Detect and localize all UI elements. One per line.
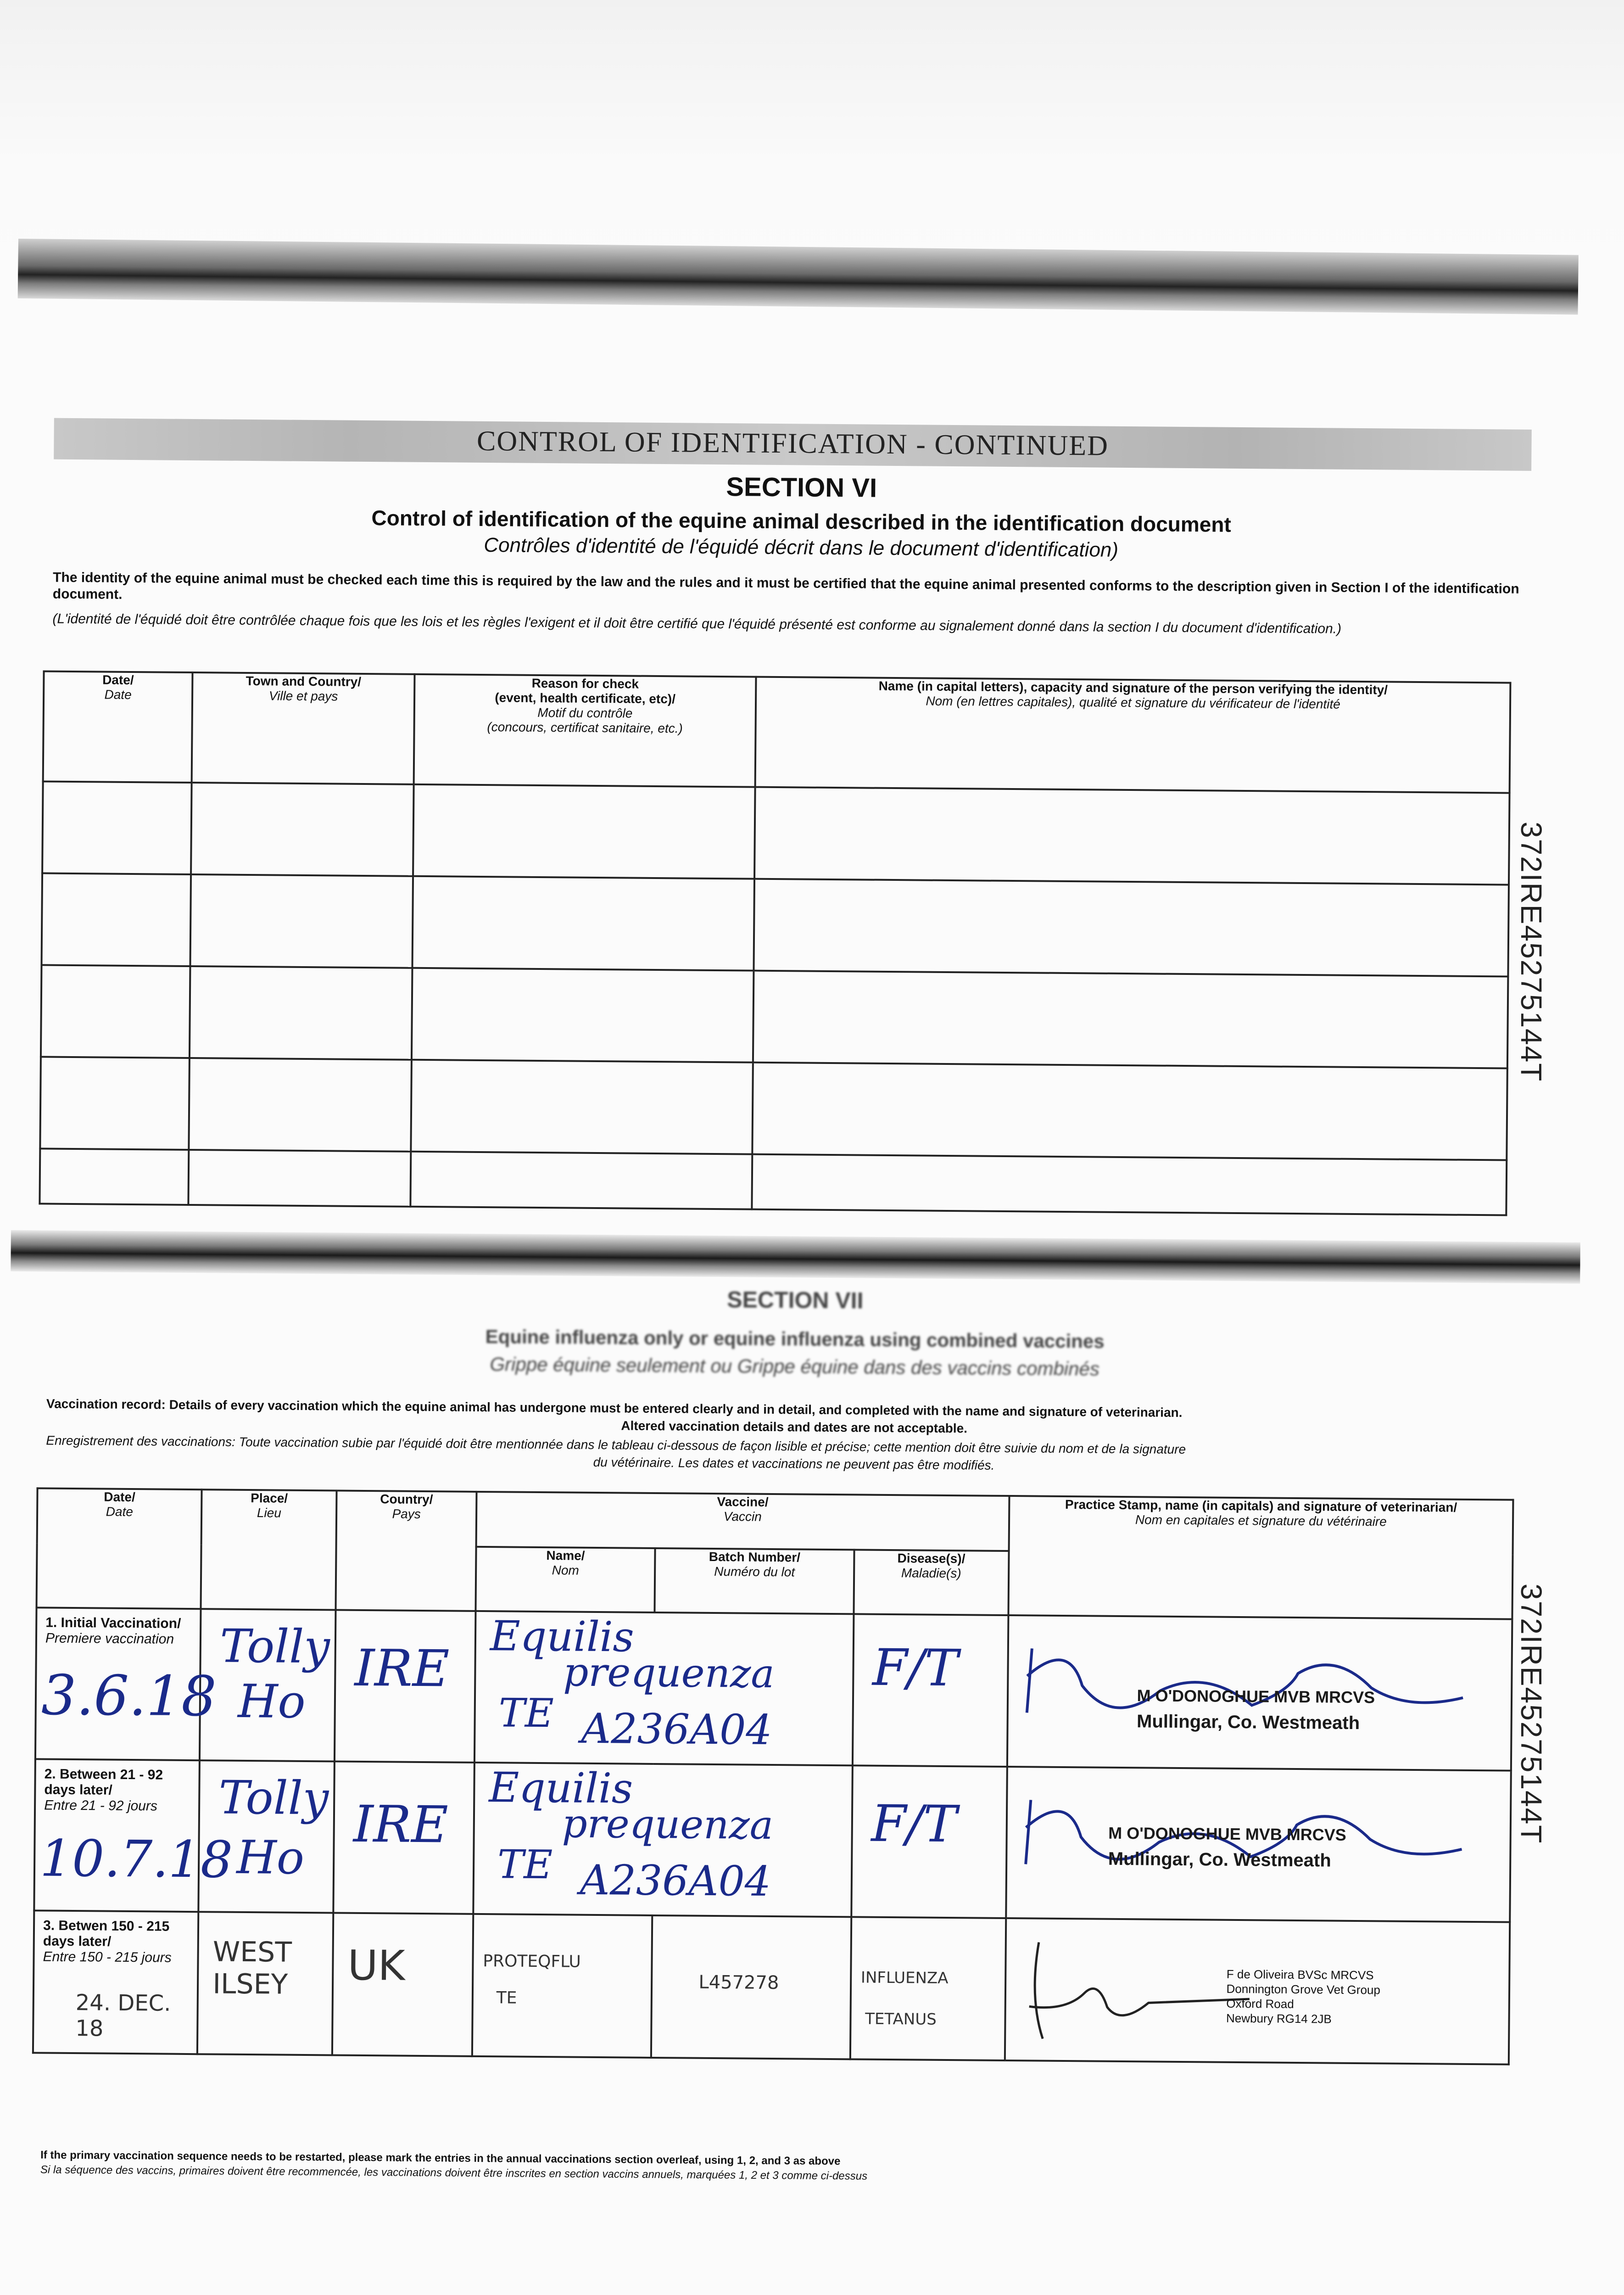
col-verifier: Name (in capital letters), capacity and signature of the person verifying the identity/ Nom (en lettres capitales), qualité et signature du vérificateur de l'identité [755, 677, 1511, 793]
row3-date-cell [33, 1910, 199, 2054]
vaccination-record-fr2: du vétérinaire. Les dates et vaccinations ne peuvent pas être modifiés. [593, 1455, 995, 1472]
row3-vaccine-line1: PROTEQFLU [483, 1952, 581, 1971]
col-reason: Reason for check (event, health certificate, etc)/ Motif du contrôle (concours, certificat sanitaire, etc.) [414, 674, 756, 787]
row2-vaccine-cell [473, 1763, 852, 1917]
row3-vaccine-name-cell [472, 1914, 653, 2058]
row2-place-cell [199, 1760, 335, 1913]
table-row [39, 1148, 1507, 1215]
banner-title: CONTROL OF IDENTIFICATION - CONTINUED [476, 425, 1109, 462]
section-vi-subtitle-fr: Contrôles d'identité de l'équidé décrit dans le document d'identification) [484, 533, 1119, 561]
row1-label: 1. Initial Vaccination/ Premiere vaccination [45, 1615, 181, 1647]
col-date: Date/ Date [37, 1488, 202, 1609]
row2-label: 2. Between 21 - 92 days later/ Entre 21 - 92 jours [44, 1766, 163, 1814]
col-town: Town and Country/ Ville et pays [192, 672, 415, 784]
row3-batch-cell [651, 1915, 851, 2059]
row1-vaccine-cell [474, 1611, 854, 1765]
vaccination-table [32, 1487, 1514, 2065]
row3-vaccine-line2: TE [496, 1988, 517, 2008]
vaccination-record-en2: Altered vaccination details and dates are not acceptable. [621, 1418, 968, 1436]
section-vi-subtitle-en: Control of identification of the equine animal described in the identification document [371, 506, 1231, 537]
side-code-lower: 372IRE45275144T [1515, 1584, 1548, 1844]
footer-note-en: If the primary vaccination sequence needs to be restarted, please mark the entries in the annual vaccinations section overleaf, using 1, 2, and 3 as above [40, 2149, 841, 2168]
section-vi-title: SECTION VI [726, 472, 877, 503]
table-row [40, 1057, 1507, 1160]
col-stamp: Practice Stamp, name (in capitals) and signature of veterinarian/ Nom en capitales et signature du vétérinaire [1008, 1496, 1513, 1619]
row1-place-cell [200, 1609, 336, 1761]
row2-batch: A236A04 [580, 1856, 771, 1906]
row1-disease-cell [853, 1614, 1008, 1767]
col-country: Country/ Pays [336, 1491, 477, 1611]
row3-place-cell [197, 1912, 333, 2055]
row1-vaccine-line1: Equilis [490, 1612, 635, 1662]
row1-batch: A236A04 [580, 1704, 773, 1754]
row3-batch: L457278 [698, 1971, 779, 1994]
row2-country-cell [334, 1762, 474, 1914]
col-vaccine-name: Name/ Nom [475, 1547, 655, 1612]
row1-country: IRE [354, 1638, 450, 1698]
row1-country-cell [335, 1610, 475, 1763]
table-row [42, 781, 1509, 884]
row1-stamp-location: Mullingar, Co. Westmeath [1136, 1711, 1360, 1734]
row2-date-cell [34, 1759, 233, 1912]
row2-place-line2: Ho [236, 1830, 305, 1885]
col-vaccine: Vaccine/ Vaccin [476, 1492, 1009, 1551]
row3-country: UK [347, 1941, 405, 1990]
row2-stamp-location: Mullingar, Co. Westmeath [1108, 1848, 1331, 1871]
section-vii-subtitle-en: Equine influenza only or equine influenza using combined vaccines [485, 1326, 1105, 1352]
row1-vaccine-line2: prequenza [563, 1649, 775, 1697]
table-row [34, 1759, 1511, 1922]
row1-stamp-name: M O'DONOGHUE MVB MRCVS [1137, 1686, 1375, 1707]
section-vii-subtitle-fr: Grippe équine seulement ou Grippe équine dans des vaccins combinés [490, 1353, 1100, 1380]
col-disease: Disease(s)/ Maladie(s) [854, 1550, 1009, 1615]
table-row [41, 965, 1508, 1068]
vaccination-record-en: Vaccination record: Details of every vaccination which the equine animal has undergone must be entered clearly and in detail, and completed with the name and signature of veterinarian. [46, 1396, 1183, 1420]
table-row [35, 1607, 1512, 1770]
row2-vaccine-line3: TE [497, 1842, 553, 1888]
row1-date-cell [35, 1607, 217, 1760]
section-vii-title: SECTION VII [726, 1287, 864, 1314]
table-row [42, 873, 1509, 976]
scan-fold-shadow-mid [11, 1230, 1580, 1284]
vaccination-record-fr: Enregistrement des vaccinations: Toute vaccination subie par l'équidé doit être mentionnée dans le tableau ci-dessous de façon lisible et précise; cette mention doit être suivie du nom et de la signature [46, 1433, 1186, 1457]
row3-disease-line2: TETANUS [865, 2010, 937, 2029]
section-vi-intro-fr: (L'identité de l'équidé doit être contrôlée chaque fois que les lois et les règles l'exigent et il doit être certifié que l'équidé présenté est conforme au signalement donné dans la section I du document d'identification.) [52, 611, 1342, 637]
row1-date: 3.6.18 [41, 1663, 217, 1729]
row3-label: 3. Betwen 150 - 215 days later/ Entre 150 - 215 jours [43, 1918, 172, 1965]
table-row [33, 1910, 1510, 2064]
row2-disease-cell [851, 1765, 1007, 1918]
row2-date: 10.7.18 [39, 1829, 233, 1889]
section-vi-intro-en: The identity of the equine animal must be checked each time this is required by the law and the rules and it must be certified that the equine animal presented conforms to the description given in Section I of the identification document. [52, 570, 1519, 602]
row3-place-line2: ILSEY [212, 1968, 288, 2001]
row3-place-line1: WEST [212, 1936, 292, 1969]
row1-stamp-cell [1007, 1615, 1512, 1771]
section-banner [54, 418, 1532, 471]
identity-check-table [39, 670, 1511, 1216]
row1-place-line1: Tolly [219, 1619, 330, 1674]
form-sheet [3, 294, 1588, 2295]
row2-place-line1: Tolly [218, 1770, 329, 1825]
row2-stamp-name: M O'DONOGHUE MVB MRCVS [1108, 1823, 1346, 1844]
row3-stamp: F de Oliveira BVSc MRCVS Donnington Grove Vet Group Oxford Road Newbury RG14 2JB [1226, 1967, 1381, 2026]
side-code-upper: 372IRE45275144T [1515, 822, 1548, 1082]
footer-note-fr: Si la séquence des vaccins, primaires doivent être recommencée, les vaccinations doivent être inscrites en section vaccins annuels, marquées 1, 2 et 3 comme ci-dessus [40, 2163, 868, 2183]
row3-country-cell [332, 1913, 473, 2056]
row3-stamp-cell [1005, 1918, 1510, 2065]
row2-vaccine-line1: Equilis [488, 1763, 633, 1813]
row3-disease-line1: INFLUENZA [860, 1968, 949, 1988]
col-place: Place/ Lieu [201, 1489, 337, 1610]
row1-vaccine-line3: TE [498, 1690, 554, 1737]
col-batch: Batch Number/ Numéro du lot [655, 1548, 854, 1614]
row2-vaccine-line2: prequenza [562, 1801, 774, 1849]
row1-place-line2: Ho [237, 1674, 306, 1729]
row3-disease-cell [850, 1917, 1006, 2060]
col-date: Date/ Date [43, 671, 193, 783]
row3-date: 24. DEC. 18 [75, 1990, 171, 2042]
row2-disease: F/T [871, 1794, 957, 1854]
row2-stamp-cell [1006, 1767, 1511, 1922]
row2-country: IRE [353, 1794, 449, 1854]
row1-disease: F/T [872, 1638, 959, 1698]
scan-top-margin [0, 0, 1624, 275]
